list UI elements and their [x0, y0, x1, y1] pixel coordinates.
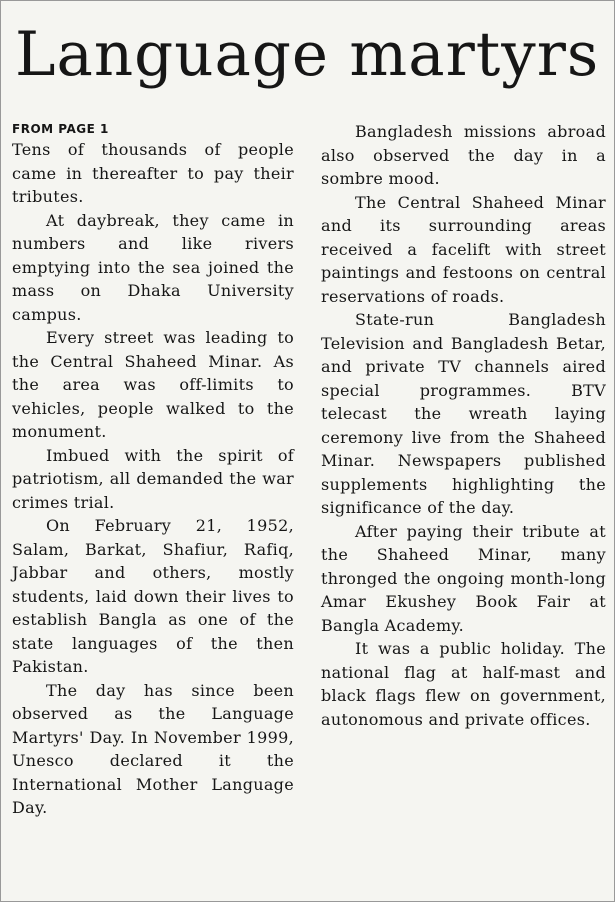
paragraph: Every street was leading to the Central Shaheed Minar. As the area was off-limits to vehicles, people walked to the monument. [12, 328, 294, 441]
right-column [321, 120, 606, 731]
paragraph: Imbued with the spirit of patriotism, all demanded the war crimes trial. [12, 445, 294, 512]
paragraph: State-run Bangladesh Television and Bangladesh Betar, and private TV channels aired special programmes. BTV telecast the wreath laying ceremony live from the Shaheed Minar. Newspapers published supplements highlighting the significance of the day. [321, 310, 606, 517]
paragraph: After paying their tribute at the Shaheed Minar, many thronged the ongoing month-long Amar Ekushey Book Fair at Bangla Academy. [321, 521, 606, 635]
headline: Language martyrs [15, 19, 600, 90]
paragraph: On February 21, 1952, Salam, Barkat, Shafiur, Rafiq, Jabbar and others, mostly students, laid down their lives to establish Bangla as one of the state languages of the then Pakistan. [12, 516, 294, 676]
paragraph: It was a public holiday. The national flag at half-mast and black flags flew on government, autonomous and private offices. [321, 639, 606, 729]
paragraph: The Central Shaheed Minar and its surrounding areas received a facelift with street paintings and festoons on central reservations of roads. [321, 192, 606, 306]
continuation-kicker: FROM PAGE 1 [12, 122, 109, 136]
paragraph: The day has since been observed as the Language Martyrs' Day. In November 1999, Unesco declared it the International Mother Language Day. [12, 680, 294, 817]
paragraph: Bangladesh missions abroad also observed the day in a sombre mood. [321, 122, 606, 188]
paragraph: Tens of thousands of people came in thereafter to pay their tributes. [12, 140, 294, 206]
paragraph: At daybreak, they came in numbers and like rivers emptying into the sea joined the mass on Dhaka University campus. [12, 210, 294, 324]
left-column [12, 120, 294, 820]
